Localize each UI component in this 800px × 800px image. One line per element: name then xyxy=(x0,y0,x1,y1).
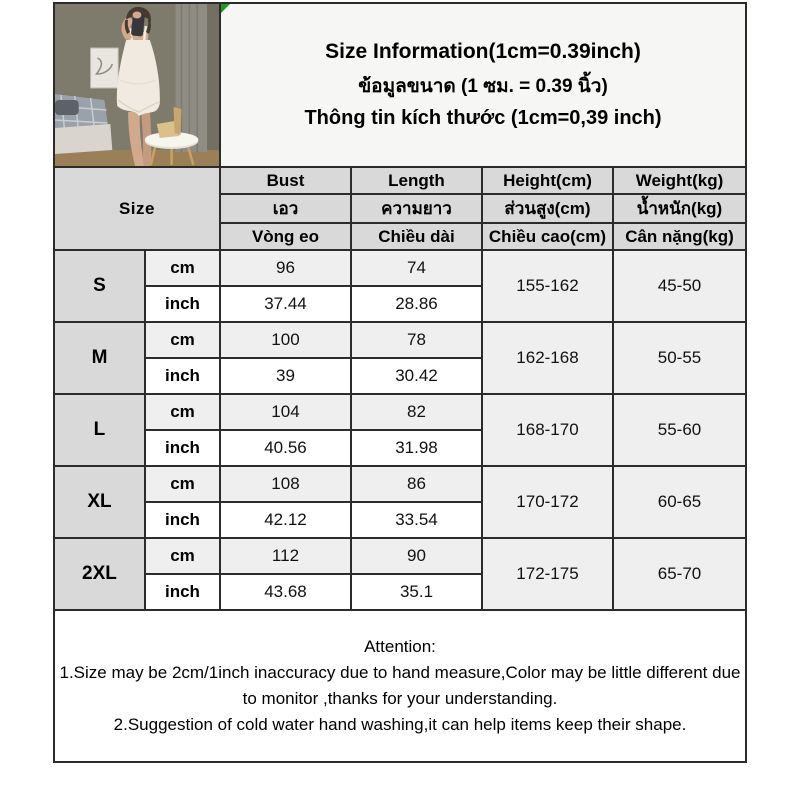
weight-2xl: 65-70 xyxy=(613,538,746,610)
title-cell xyxy=(220,3,746,167)
unit-cm-l: cm xyxy=(145,394,220,430)
weight-l: 55-60 xyxy=(613,394,746,466)
length-cm-2xl: 90 xyxy=(351,538,482,574)
title-vietnamese: Thông tin kích thước (1cm=0,39 inch) xyxy=(304,107,662,129)
bust-inch-l: 40.56 xyxy=(220,430,351,466)
size-chart-sheet xyxy=(53,2,747,763)
bust-inch-xl: 42.12 xyxy=(220,502,351,538)
bust-cm-m: 100 xyxy=(220,322,351,358)
length-inch-s: 28.86 xyxy=(351,286,482,322)
header-bust-th: เอว xyxy=(220,194,351,223)
header-length-vi: Chiều dài xyxy=(351,223,482,250)
header-weight-en: Weight(kg) xyxy=(613,167,746,194)
header-height-en: Height(cm) xyxy=(482,167,613,194)
bust-cm-s: 96 xyxy=(220,250,351,286)
height-2xl: 172-175 xyxy=(482,538,613,610)
bust-inch-2xl: 43.68 xyxy=(220,574,351,610)
green-corner-triangle-icon xyxy=(221,4,230,13)
unit-cm-s: cm xyxy=(145,250,220,286)
unit-inch-s: inch xyxy=(145,286,220,322)
length-cm-s: 74 xyxy=(351,250,482,286)
attention-heading: Attention: xyxy=(364,637,436,656)
length-cm-xl: 86 xyxy=(351,466,482,502)
size-label-m: M xyxy=(54,322,145,394)
height-l: 168-170 xyxy=(482,394,613,466)
bust-cm-l: 104 xyxy=(220,394,351,430)
header-height-vi: Chiều cao(cm) xyxy=(482,223,613,250)
length-inch-xl: 33.54 xyxy=(351,502,482,538)
title-thai: ข้อมูลขนาด (1 ซม. = 0.39 นิ้ว) xyxy=(358,76,608,97)
header-height-th: ส่วนสูง(cm) xyxy=(482,194,613,223)
header-weight-th: น้ำหนัก(kg) xyxy=(613,194,746,223)
size-label-l: L xyxy=(54,394,145,466)
weight-xl: 60-65 xyxy=(613,466,746,538)
unit-inch-2xl: inch xyxy=(145,574,220,610)
length-cm-m: 78 xyxy=(351,322,482,358)
height-s: 155-162 xyxy=(482,250,613,322)
length-cm-l: 82 xyxy=(351,394,482,430)
header-length-th: ความยาว xyxy=(351,194,482,223)
height-m: 162-168 xyxy=(482,322,613,394)
size-label-2xl: 2XL xyxy=(54,538,145,610)
unit-inch-xl: inch xyxy=(145,502,220,538)
size-label-s: S xyxy=(54,250,145,322)
size-column-header: Size xyxy=(54,167,220,250)
unit-cm-2xl: cm xyxy=(145,538,220,574)
unit-inch-l: inch xyxy=(145,430,220,466)
bust-inch-m: 39 xyxy=(220,358,351,394)
product-photo xyxy=(55,4,219,166)
weight-m: 50-55 xyxy=(613,322,746,394)
bust-cm-xl: 108 xyxy=(220,466,351,502)
attention-section xyxy=(54,610,746,762)
length-inch-m: 30.42 xyxy=(351,358,482,394)
attention-note-2: 2.Suggestion of cold water hand washing,it can help items keep their shape. xyxy=(113,715,687,734)
attention-note-1: 1.Size may be 2cm/1inch inaccuracy due to hand measure,Color may be little different due to monitor ,thanks for your understanding. xyxy=(59,663,741,708)
size-label-xl: XL xyxy=(54,466,145,538)
weight-s: 45-50 xyxy=(613,250,746,322)
unit-cm-m: cm xyxy=(145,322,220,358)
unit-cm-xl: cm xyxy=(145,466,220,502)
bust-cm-2xl: 112 xyxy=(220,538,351,574)
header-weight-vi: Cân nặng(kg) xyxy=(613,223,746,250)
length-inch-2xl: 35.1 xyxy=(351,574,482,610)
header-bust-vi: Vòng eo xyxy=(220,223,351,250)
height-xl: 170-172 xyxy=(482,466,613,538)
bust-inch-s: 37.44 xyxy=(220,286,351,322)
product-photo-cell xyxy=(54,3,220,167)
unit-inch-m: inch xyxy=(145,358,220,394)
header-bust-en: Bust xyxy=(220,167,351,194)
length-inch-l: 31.98 xyxy=(351,430,482,466)
title-english: Size Information(1cm=0.39inch) xyxy=(325,40,641,63)
header-length-en: Length xyxy=(351,167,482,194)
